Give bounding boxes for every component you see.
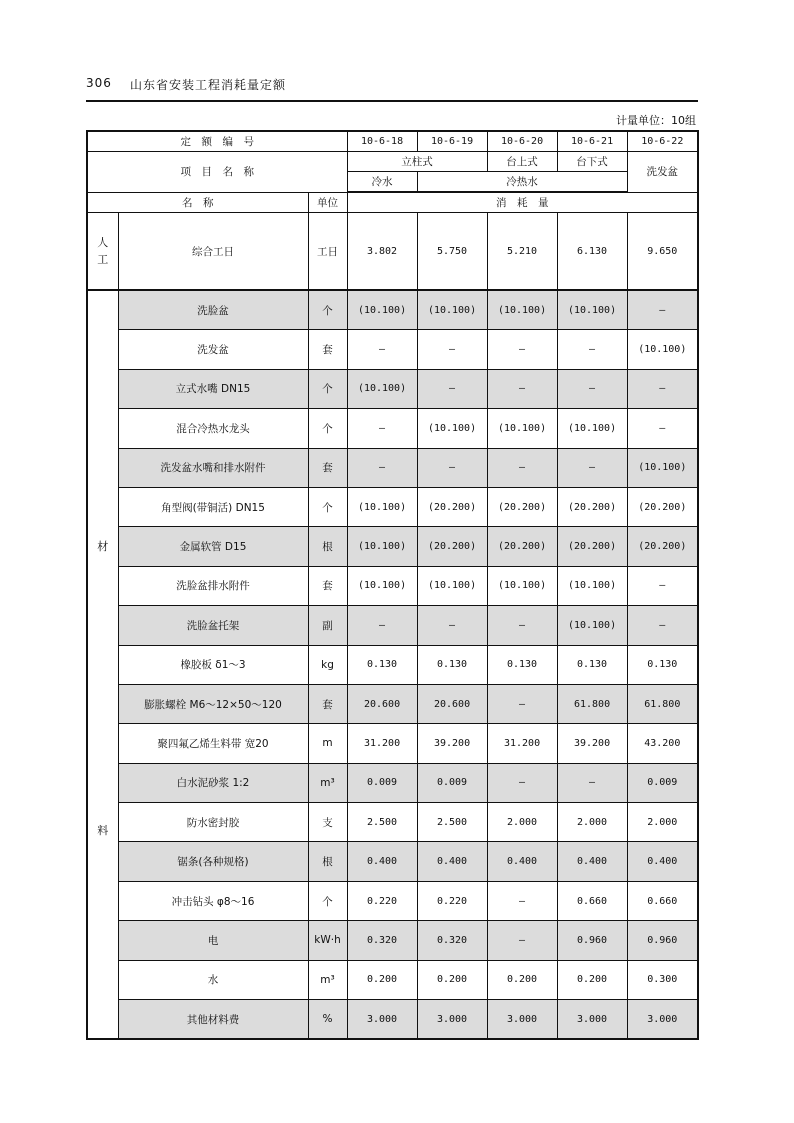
material-value: (10.100)	[347, 290, 417, 330]
quota-table	[86, 130, 699, 1040]
item-name-label: 项 目 名 称	[87, 152, 347, 193]
material-value: —	[487, 448, 557, 487]
material-value: (10.100)	[557, 409, 627, 448]
material-value: 0.220	[417, 881, 487, 920]
material-value: —	[417, 448, 487, 487]
material-value: 31.200	[347, 724, 417, 763]
material-value: 20.600	[347, 684, 417, 723]
material-name: 洗脸盆排水附件	[118, 566, 308, 605]
page-header	[86, 74, 698, 102]
material-name: 锯条(各种规格)	[118, 842, 308, 881]
material-value: 61.800	[627, 684, 698, 723]
material-value: 0.200	[487, 960, 557, 999]
material-value: (10.100)	[487, 566, 557, 605]
labor-value: 3.802	[347, 213, 417, 291]
material-value: (20.200)	[487, 487, 557, 526]
material-row	[87, 921, 698, 960]
labor-row	[87, 213, 698, 291]
labor-value: 5.750	[417, 213, 487, 291]
material-unit: m³	[308, 960, 347, 999]
install-type-standing: 立柱式	[347, 152, 487, 172]
material-value: —	[627, 566, 698, 605]
material-row	[87, 409, 698, 448]
quota-code: 10-6-18	[347, 131, 417, 152]
quota-code: 10-6-20	[487, 131, 557, 152]
labor-value: 9.650	[627, 213, 698, 291]
material-value: 3.000	[347, 1000, 417, 1040]
material-value: (10.100)	[627, 330, 698, 369]
material-unit: 个	[308, 487, 347, 526]
material-value: 43.200	[627, 724, 698, 763]
material-value: 2.000	[557, 803, 627, 842]
material-value: 0.660	[557, 881, 627, 920]
material-unit: 套	[308, 684, 347, 723]
material-value: 3.000	[417, 1000, 487, 1040]
material-value: —	[487, 763, 557, 802]
material-value: 0.660	[627, 881, 698, 920]
material-value: 0.200	[417, 960, 487, 999]
water-type-hot-cold: 冷热水	[417, 172, 627, 193]
material-row	[87, 606, 698, 645]
quota-code: 10-6-19	[417, 131, 487, 152]
material-value: 31.200	[487, 724, 557, 763]
material-row	[87, 881, 698, 920]
material-value: (20.200)	[627, 487, 698, 526]
material-value: —	[557, 330, 627, 369]
material-value: 0.130	[627, 645, 698, 684]
material-value: —	[487, 921, 557, 960]
labor-value: 6.130	[557, 213, 627, 291]
material-name: 洗发盆	[118, 330, 308, 369]
material-row	[87, 1000, 698, 1040]
quota-code: 10-6-21	[557, 131, 627, 152]
material-value: 3.000	[557, 1000, 627, 1040]
material-value: 0.130	[487, 645, 557, 684]
material-value: 0.300	[627, 960, 698, 999]
material-value: 0.009	[627, 763, 698, 802]
material-value: (10.100)	[557, 290, 627, 330]
material-unit: 个	[308, 290, 347, 330]
material-value: 0.130	[557, 645, 627, 684]
material-value: 2.000	[627, 803, 698, 842]
book-title: 山东省安装工程消耗量定额	[130, 78, 287, 92]
material-value: —	[417, 369, 487, 408]
material-unit: 根	[308, 527, 347, 566]
material-value: (10.100)	[347, 487, 417, 526]
material-value: (20.200)	[557, 527, 627, 566]
material-value: —	[487, 369, 557, 408]
material-value: (10.100)	[627, 448, 698, 487]
material-value: —	[557, 763, 627, 802]
material-value: (10.100)	[417, 409, 487, 448]
material-name: 洗脸盆托架	[118, 606, 308, 645]
material-value: (20.200)	[557, 487, 627, 526]
material-name: 洗发盆水嘴和排水附件	[118, 448, 308, 487]
material-value: (20.200)	[627, 527, 698, 566]
material-value: 0.320	[347, 921, 417, 960]
material-name: 电	[118, 921, 308, 960]
material-value: (20.200)	[417, 527, 487, 566]
material-value: 0.400	[417, 842, 487, 881]
material-row	[87, 330, 698, 369]
material-value: 61.800	[557, 684, 627, 723]
material-value: —	[417, 606, 487, 645]
material-value: —	[557, 369, 627, 408]
material-value: 39.200	[557, 724, 627, 763]
material-value: 0.200	[347, 960, 417, 999]
labor-unit: 工日	[308, 213, 347, 291]
material-name: 聚四氟乙烯生料带 宽20	[118, 724, 308, 763]
material-unit: 个	[308, 409, 347, 448]
material-name: 白水泥砂浆 1:2	[118, 763, 308, 802]
material-row	[87, 724, 698, 763]
material-value: —	[487, 684, 557, 723]
material-value: (10.100)	[417, 566, 487, 605]
material-unit: kg	[308, 645, 347, 684]
material-name: 橡胶板 δ1～3	[118, 645, 308, 684]
material-name: 立式水嘴 DN15	[118, 369, 308, 408]
material-value: —	[557, 448, 627, 487]
material-value: 3.000	[487, 1000, 557, 1040]
material-value: 3.000	[627, 1000, 698, 1040]
material-category	[87, 290, 118, 1039]
col-unit-label: 单位	[308, 192, 347, 213]
material-unit: 副	[308, 606, 347, 645]
material-name: 膨胀螺栓 M6～12×50～120	[118, 684, 308, 723]
material-unit: %	[308, 1000, 347, 1040]
material-value: —	[347, 606, 417, 645]
material-value: —	[627, 290, 698, 330]
material-value: —	[487, 330, 557, 369]
material-category-char: 材	[97, 540, 109, 553]
material-name: 其他材料费	[118, 1000, 308, 1040]
material-name: 混合冷热水龙头	[118, 409, 308, 448]
col-name-label: 名 称	[87, 192, 308, 213]
install-type-above-counter: 台上式	[487, 152, 557, 172]
material-value: —	[487, 881, 557, 920]
material-value: —	[417, 330, 487, 369]
column-header-row	[87, 192, 698, 213]
material-value: 0.200	[557, 960, 627, 999]
material-value: —	[347, 409, 417, 448]
material-row	[87, 803, 698, 842]
material-unit: kW·h	[308, 921, 347, 960]
material-row	[87, 960, 698, 999]
material-value: 2.500	[417, 803, 487, 842]
material-name: 水	[118, 960, 308, 999]
material-value: 0.960	[627, 921, 698, 960]
material-value: 0.960	[557, 921, 627, 960]
material-value: (20.200)	[417, 487, 487, 526]
material-name: 冲击钻头 φ8～16	[118, 881, 308, 920]
material-value: (10.100)	[487, 409, 557, 448]
material-row	[87, 645, 698, 684]
material-value: 39.200	[417, 724, 487, 763]
material-unit: m³	[308, 763, 347, 802]
material-value: (10.100)	[347, 527, 417, 566]
material-value: 20.600	[417, 684, 487, 723]
install-type-hair-basin: 洗发盆	[627, 152, 698, 193]
material-value: 0.400	[627, 842, 698, 881]
material-row	[87, 290, 698, 330]
material-row	[87, 527, 698, 566]
material-category-char: 料	[97, 824, 109, 837]
material-value: 0.130	[347, 645, 417, 684]
material-value: 0.400	[557, 842, 627, 881]
material-value: 0.400	[487, 842, 557, 881]
quota-code: 10-6-22	[627, 131, 698, 152]
material-value: —	[347, 330, 417, 369]
labor-name: 综合工日	[118, 213, 308, 291]
material-value: (10.100)	[347, 369, 417, 408]
material-row	[87, 487, 698, 526]
material-unit: 套	[308, 566, 347, 605]
labor-value: 5.210	[487, 213, 557, 291]
material-row	[87, 684, 698, 723]
material-unit: 套	[308, 448, 347, 487]
material-row	[87, 369, 698, 408]
material-value: 0.320	[417, 921, 487, 960]
material-value: (10.100)	[557, 566, 627, 605]
material-value: 0.400	[347, 842, 417, 881]
material-unit: 套	[308, 330, 347, 369]
material-row	[87, 842, 698, 881]
water-type-cold: 冷水	[347, 172, 417, 193]
material-row	[87, 448, 698, 487]
material-unit: m	[308, 724, 347, 763]
material-value: —	[487, 606, 557, 645]
material-value: —	[347, 448, 417, 487]
consumption-label: 消 耗 量	[347, 192, 698, 213]
material-row	[87, 763, 698, 802]
material-row	[87, 566, 698, 605]
material-value: (10.100)	[417, 290, 487, 330]
material-value: —	[627, 369, 698, 408]
page-number: 306	[86, 76, 112, 90]
material-name: 防水密封胶	[118, 803, 308, 842]
material-name: 金属软管 D15	[118, 527, 308, 566]
install-type-under-counter: 台下式	[557, 152, 627, 172]
material-unit: 个	[308, 369, 347, 408]
material-value: 0.130	[417, 645, 487, 684]
material-unit: 个	[308, 881, 347, 920]
material-unit: 支	[308, 803, 347, 842]
material-value: (10.100)	[347, 566, 417, 605]
quota-no-label: 定 额 编 号	[87, 131, 347, 152]
material-value: 0.009	[347, 763, 417, 802]
material-value: —	[627, 606, 698, 645]
quota-code-row	[87, 131, 698, 152]
material-value: 2.000	[487, 803, 557, 842]
material-name: 洗脸盆	[118, 290, 308, 330]
material-value: 0.220	[347, 881, 417, 920]
material-name: 角型阀(带铜活) DN15	[118, 487, 308, 526]
material-value: 2.500	[347, 803, 417, 842]
measurement-unit-note: 计量单位：10组	[616, 114, 696, 127]
labor-category: 人 工	[87, 213, 118, 291]
material-value: (10.100)	[557, 606, 627, 645]
material-value: (10.100)	[487, 290, 557, 330]
material-value: (20.200)	[487, 527, 557, 566]
material-value: 0.009	[417, 763, 487, 802]
install-type-row	[87, 152, 698, 172]
material-value: —	[627, 409, 698, 448]
material-unit: 根	[308, 842, 347, 881]
